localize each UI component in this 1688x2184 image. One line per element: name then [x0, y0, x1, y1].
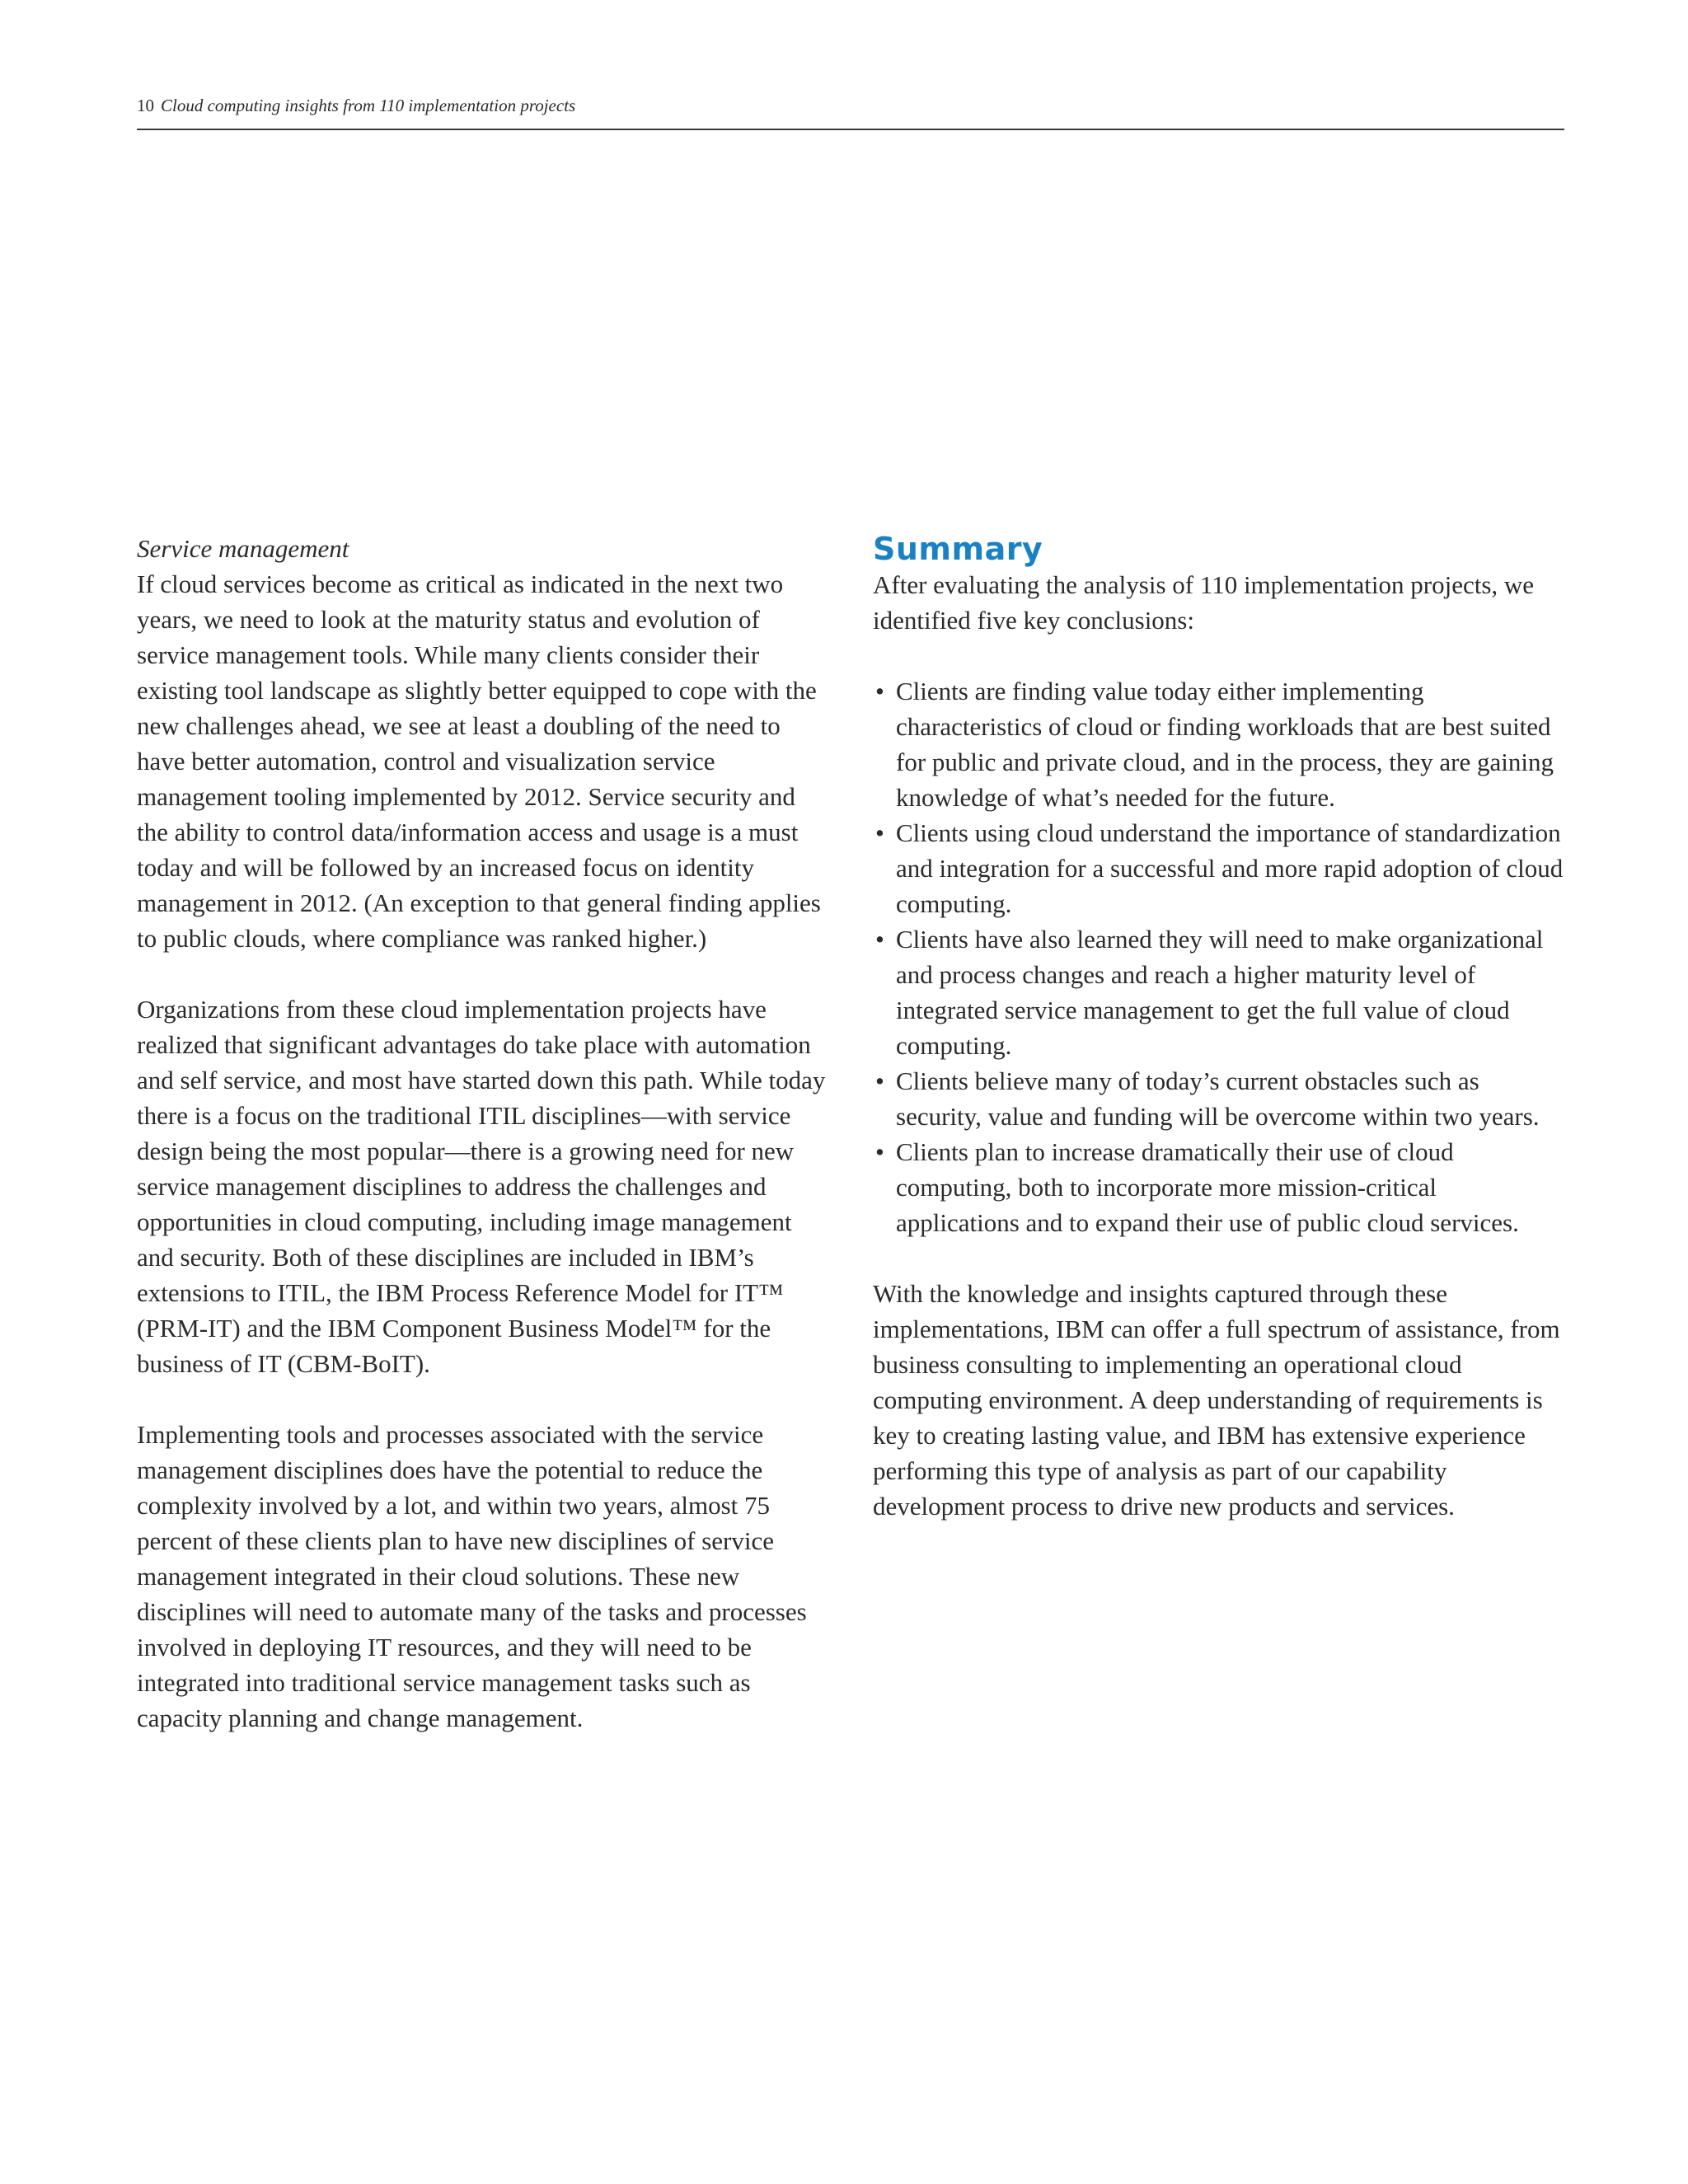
- list-item-text: Clients plan to increase dramatically their use of cloud computing, both to incorporate more mission-critical applications and to expand their use of public cloud services.: [896, 1137, 1519, 1237]
- bullet-icon: •: [875, 1137, 884, 1166]
- paragraph-service-management-3: Implementing tools and processes associated with the service management disciplines does have the potential to reduce the complexity involved by a lot, and within two years, almost 75 percent of these clients plan to have new disciplines of service management integrated in their cloud solutions. These new disciplines will need to automate many of the tasks and processes involved in deploying IT resources, and they will need to be integrated into traditional service management tasks such as capacity planning and change management.: [137, 1420, 807, 1732]
- page-number: 10: [137, 96, 154, 115]
- list-item-text: Clients are finding value today either implementing characteristics of cloud or finding workloads that are best suited for public and private cloud, and in the process, they are gaining knowledge of what’s needed for the future.: [896, 677, 1554, 812]
- right-column: [873, 531, 1565, 1559]
- document-title: Cloud computing insights from 110 implementation projects: [161, 96, 576, 115]
- running-header: [137, 94, 575, 117]
- bullet-icon: •: [875, 925, 884, 954]
- section-subheading: Service management: [137, 534, 349, 563]
- bullet-icon: •: [875, 818, 884, 847]
- summary-closing-paragraph: With the knowledge and insights captured through these implementations, IBM can offer a full spectrum of assistance, from business consulting to implementing an operational cloud computing environment. A deep understanding of requirements is key to creating lasting value, and IBM has extensive experience performing this type of analysis as part of our capability development process to drive new products and services.: [873, 1279, 1560, 1521]
- bullet-icon: •: [875, 1066, 884, 1095]
- list-item-text: Clients using cloud understand the importance of standardization and integration for a successful and more rapid adoption of cloud computing.: [896, 818, 1564, 918]
- paragraph-service-management-1: If cloud services become as critical as indicated in the next two years, we need to look at the maturity status and evolution of service management tools. While many clients consider their existing tool landscape as slightly better equipped to cope with the new challenges ahead, we see at least a doubling of the need to have better automation, control and visualization service management tooling implemented by 2012. Service security and the ability to control data/information access and usage is a must today and will be followed by an increased focus on identity management in 2012. (An exception to that general finding applies to public clouds, where compliance was ranked higher.): [137, 569, 821, 953]
- paragraph-service-management-2: Organizations from these cloud implementation projects have realized that significant advantages do take place with automation and self service, and most have started down this path. While today there is a focus on the traditional ITIL disciplines—with service design being the most popular—there is a growing need for new service management disciplines to address the challenges and opportunities in cloud computing, including image management and security. Both of these disciplines are included in IBM’s extensions to ITIL, the IBM Process Reference Model for IT™ (PRM-IT) and the IBM Component Business Model™ for the business of IT (CBM-BoIT).: [137, 995, 826, 1378]
- summary-heading: Summary: [873, 531, 1043, 567]
- summary-intro: After evaluating the analysis of 110 implementation projects, we identified five key conclusions:: [873, 570, 1535, 635]
- page-header: [137, 94, 1564, 130]
- list-item: [873, 673, 1565, 815]
- list-item: [873, 815, 1565, 921]
- list-item: [873, 1134, 1565, 1240]
- conclusions-list: [873, 673, 1565, 1240]
- bullet-icon: •: [875, 677, 884, 705]
- left-column: [137, 531, 829, 1771]
- list-item: [873, 1063, 1565, 1134]
- list-item-text: Clients have also learned they will need to make organizational and process changes and reach a higher maturity level of integrated service management to get the full value of cloud computing.: [896, 925, 1544, 1060]
- list-item-text: Clients believe many of today’s current obstacles such as security, value and funding will be overcome within two years.: [896, 1066, 1540, 1131]
- list-item: [873, 921, 1565, 1063]
